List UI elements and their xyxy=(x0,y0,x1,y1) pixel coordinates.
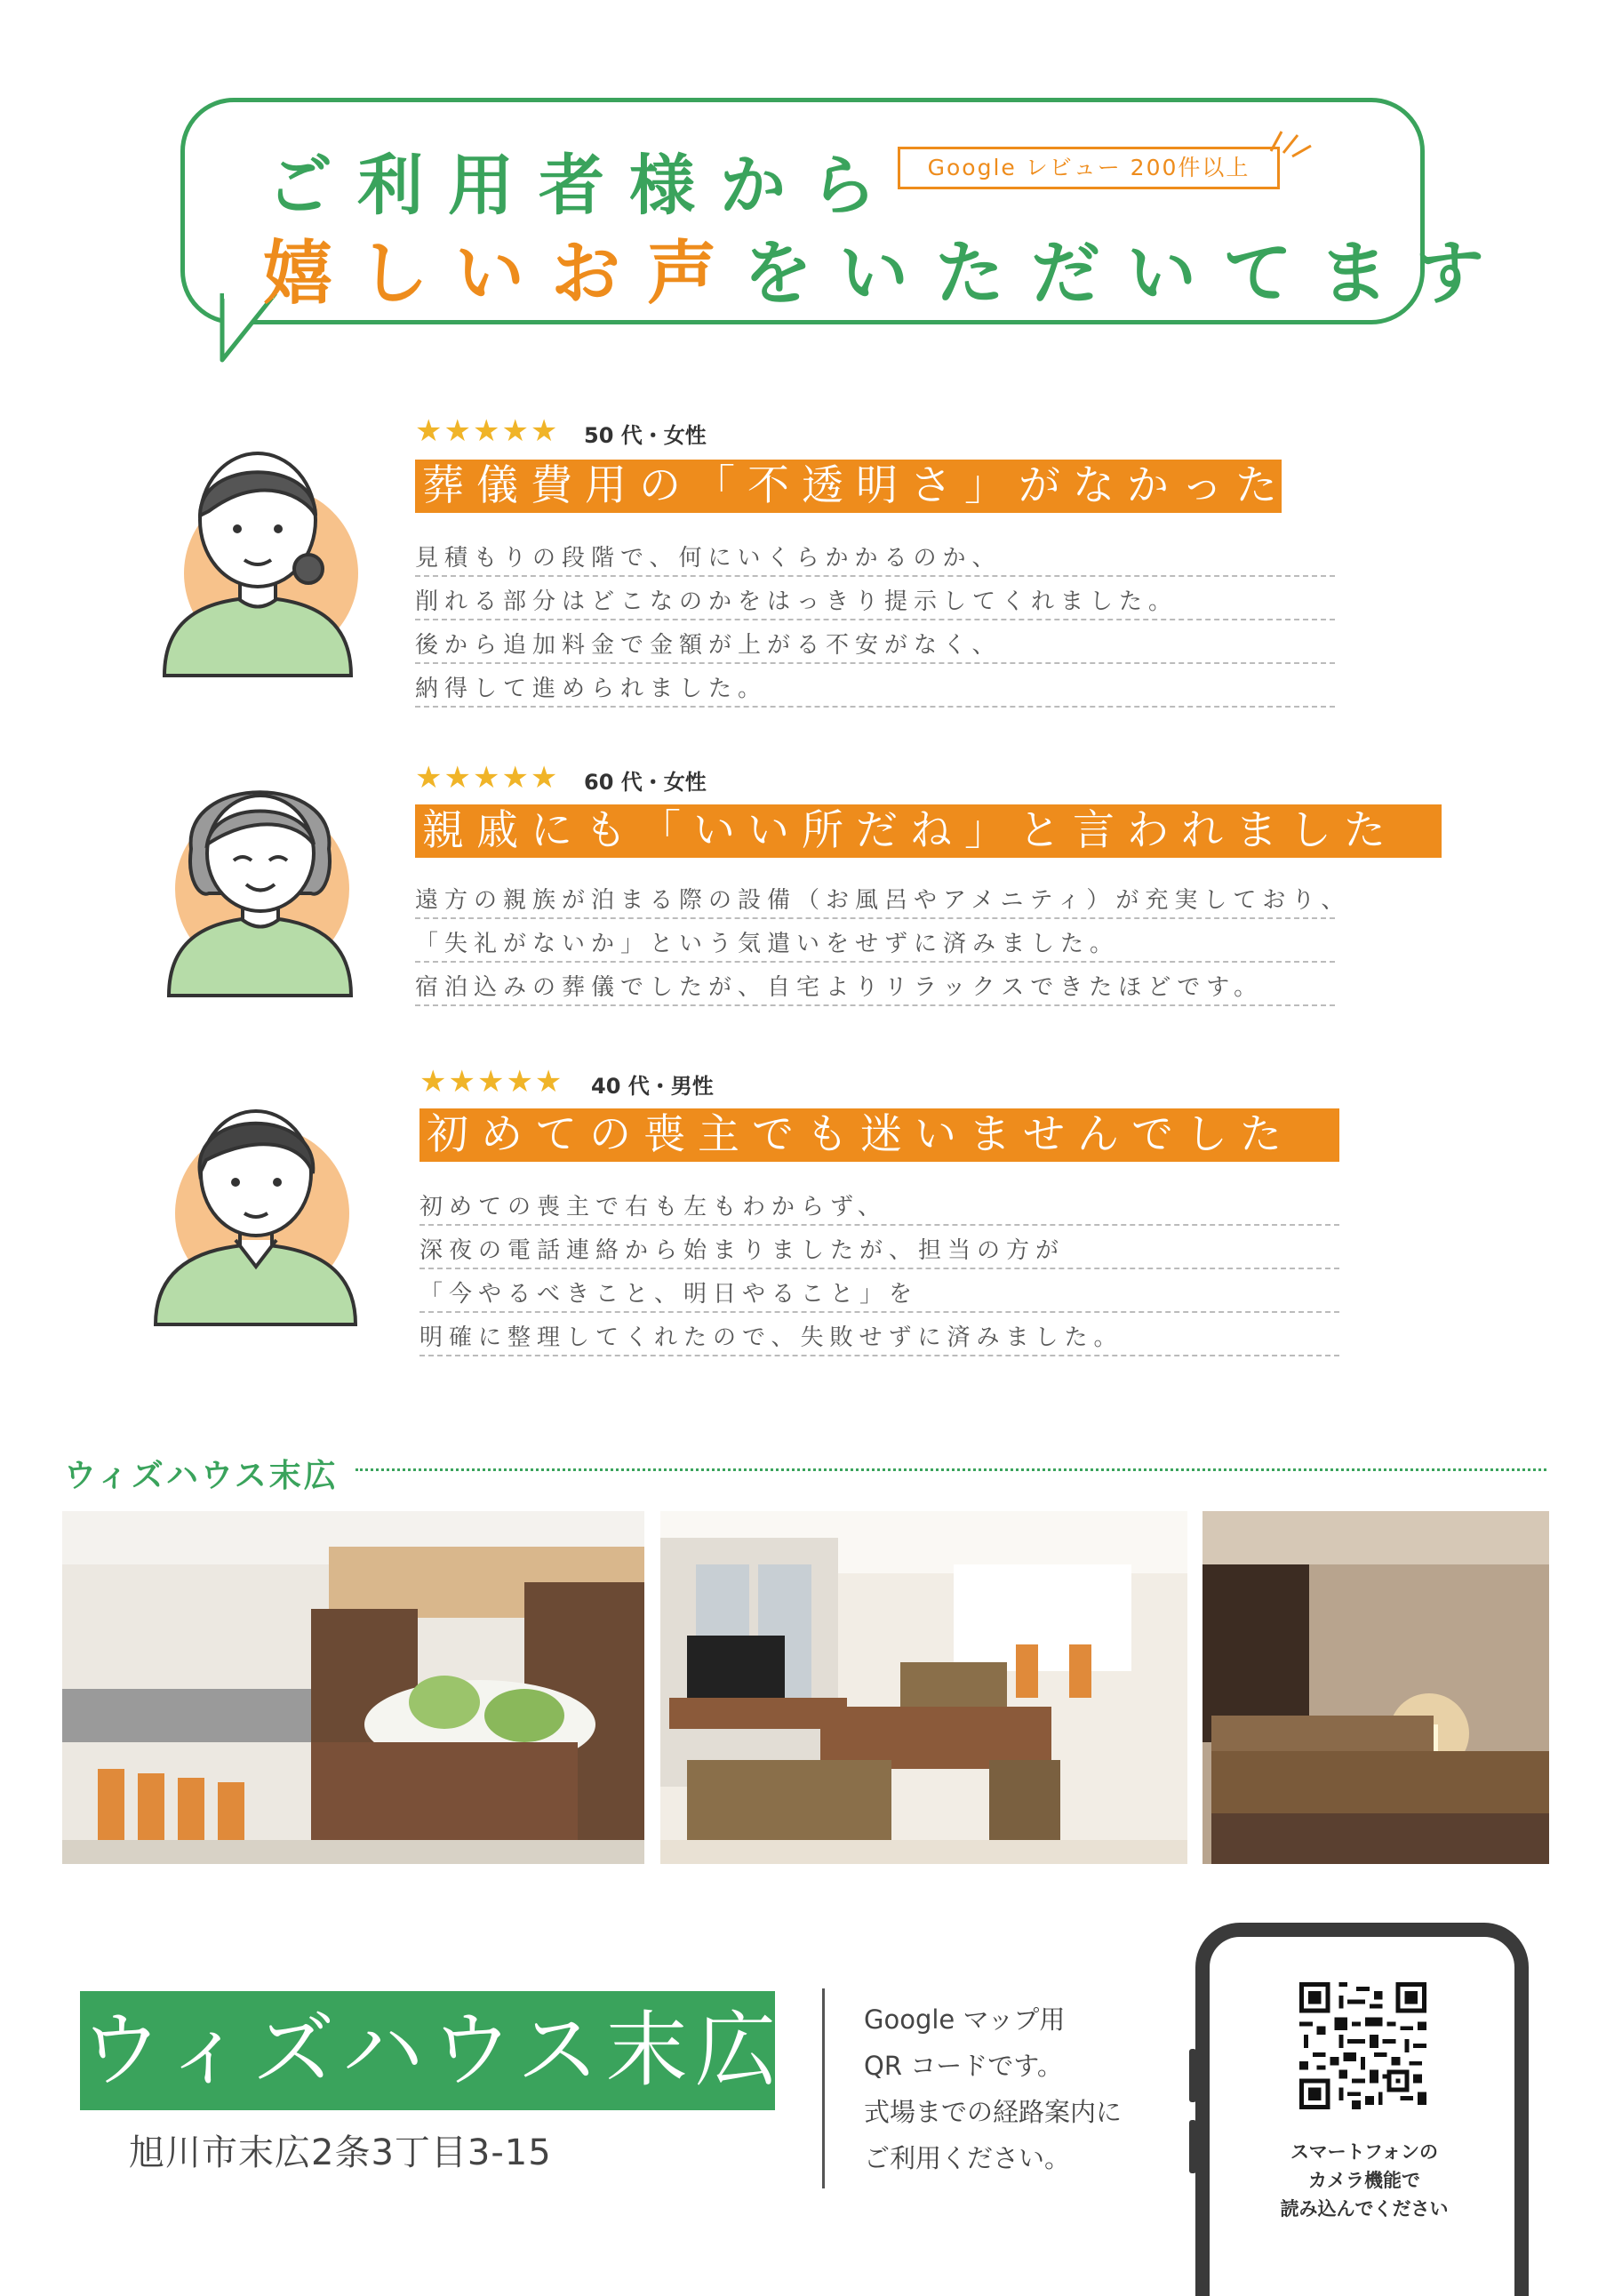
review-body-line: 明確に整理してくれたので、失敗せずに済みました。 xyxy=(419,1313,1339,1356)
phone-instruction-line: スマートフォンの xyxy=(1290,2141,1438,2163)
guest-bedroom-photo xyxy=(1203,1511,1549,1864)
reviewer-meta: 60 代・女性 xyxy=(584,770,707,795)
reviewer-meta: 50 代・女性 xyxy=(584,423,707,448)
phone-side-button xyxy=(1189,2049,1196,2102)
review-headline: 初めての喪主でも迷いませんでした xyxy=(419,1108,1339,1162)
review-body-line: 遠方の親族が泊まる際の設備（お風呂やアメニティ）が充実しており、 xyxy=(415,876,1335,919)
review-headline: 親戚にも「いい所だね」と言われました xyxy=(415,804,1442,858)
avatar-woman-60s-icon xyxy=(164,764,356,1000)
qr-info-line: Google マップ用 xyxy=(864,2004,1066,2035)
qr-info-line: 式場までの経路案内に xyxy=(864,2097,1123,2127)
phone-instruction-line: 読み込んでください xyxy=(1280,2198,1449,2220)
review-headline: 葬儀費用の「不透明さ」がなかった xyxy=(415,460,1282,513)
header-title-line1: ご利用者様から xyxy=(267,148,901,224)
review-body-line: 深夜の電話連絡から始まりましたが、担当の方が xyxy=(419,1226,1339,1269)
qr-info-line: ご利用ください。 xyxy=(864,2143,1071,2173)
review-body-line: 見積もりの段階で、何にいくらかかるのか、 xyxy=(415,533,1335,577)
venue-section-divider xyxy=(356,1468,1546,1471)
header-title-highlight: 嬉しいお声 xyxy=(263,234,744,314)
review-body-line: 「失礼がないか」という気遣いをせずに済みました。 xyxy=(415,919,1335,963)
sparkle-icon xyxy=(1262,124,1315,160)
google-maps-qr-code[interactable] xyxy=(1299,1982,1426,2109)
ceremony-hall-photo xyxy=(62,1511,644,1864)
phone-instruction-line: カメラ機能で xyxy=(1308,2170,1420,2191)
review-body-line: 宿泊込みの葬儀でしたが、自宅よりリラックスできたほどです。 xyxy=(415,963,1335,1006)
rating-stars: ★★★★★ xyxy=(415,413,560,449)
review-body xyxy=(419,1182,1339,1356)
review-body-line: 納得して進められました。 xyxy=(415,664,1335,708)
smartphone-frame-icon xyxy=(1195,1923,1529,2296)
phone-side-button xyxy=(1189,2120,1196,2173)
venue-address: 旭川市末広2条3丁目3-15 xyxy=(129,2132,552,2173)
avatar-man-40s-icon xyxy=(151,1089,360,1329)
review-body-line: 削れる部分はどこなのかをはっきり提示してくれました。 xyxy=(415,577,1335,620)
avatar-woman-50s-icon xyxy=(156,436,360,684)
header-title-line2 xyxy=(263,218,1511,317)
header-title-rest: をいただいてます xyxy=(743,234,1512,314)
review-body xyxy=(415,876,1351,1006)
rating-stars: ★★★★★ xyxy=(419,1064,564,1100)
info-divider xyxy=(822,1988,825,2188)
review-body-line: 後から追加料金で金額が上がる不安がなく、 xyxy=(415,620,1335,664)
google-review-badge: Google レビュー 200件以上 xyxy=(898,147,1280,189)
family-lounge-photo xyxy=(660,1511,1187,1864)
venue-section-label: ウィズハウス末広 xyxy=(64,1458,339,1494)
review-body-line: 初めての喪主で右も左もわからず、 xyxy=(419,1182,1339,1226)
reviewer-meta: 40 代・男性 xyxy=(591,1074,714,1099)
review-body-line: 「今やるべきこと、明日やること」を xyxy=(419,1269,1339,1313)
qr-info-line: QR コードです。 xyxy=(864,2051,1063,2081)
review-body xyxy=(415,533,1335,708)
rating-stars: ★★★★★ xyxy=(415,760,560,796)
venue-name-banner: ウィズハウス末広 xyxy=(80,1991,775,2110)
